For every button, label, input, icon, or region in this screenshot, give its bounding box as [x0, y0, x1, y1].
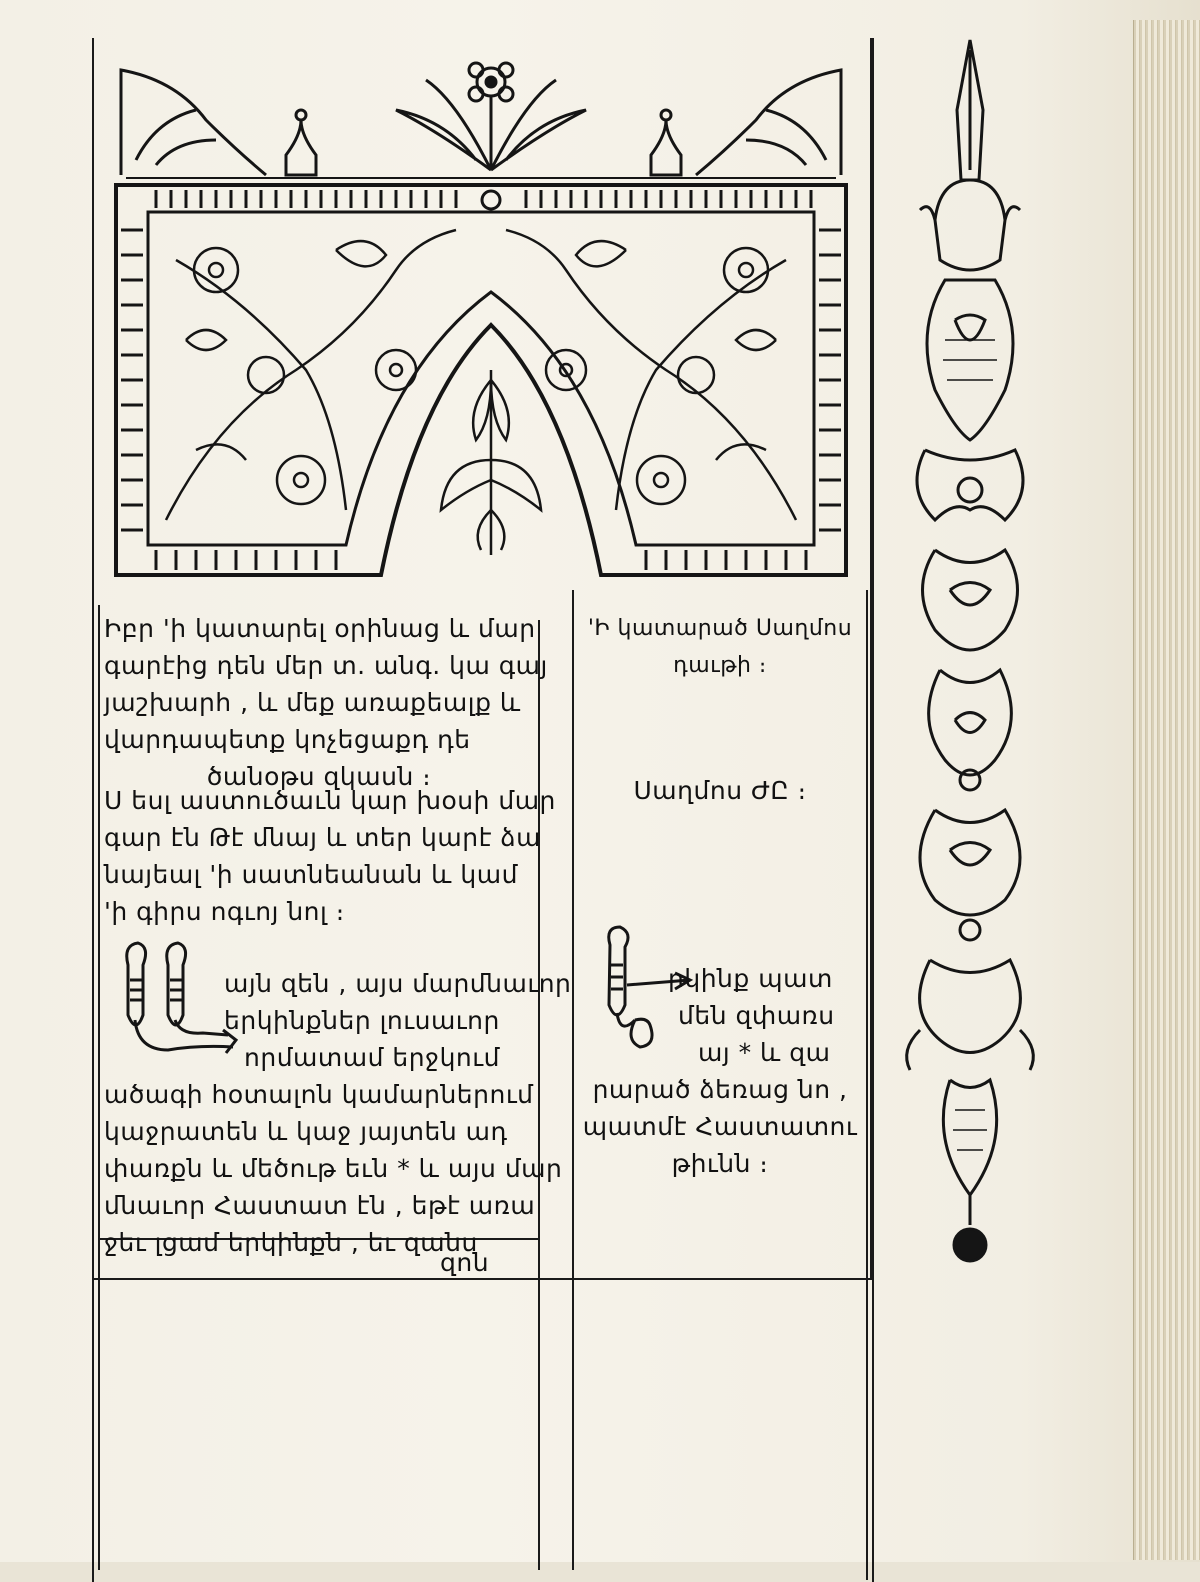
right-column-paragraph	[578, 960, 862, 1182]
arch-palmette	[441, 370, 541, 555]
left-column-rule-left	[98, 605, 100, 1570]
text-line: գարէից դեն մեր տ. անգ. կա գայ	[104, 651, 548, 680]
catchword-text: զոն	[440, 1248, 490, 1277]
text-line: նայեալ 'ի սատնեանան և կամ	[104, 860, 518, 889]
right-column-rule-left	[572, 590, 574, 1570]
heading-line: 'Ի կատարած Սաղմոս	[587, 616, 853, 641]
heading-line: դաւթի ։	[673, 653, 767, 678]
catchword	[440, 1244, 520, 1281]
text-line: մնաւոր Հաստատ էն , եթէ առա	[104, 1191, 536, 1220]
text-line: այ * և զա	[698, 1038, 831, 1067]
text-line: մեն զփառս	[678, 1001, 835, 1030]
text-line: յաշխարհ , և մեք առաքեալք և	[104, 688, 521, 717]
text-line: րկինք պատ	[668, 964, 833, 993]
text-line: պատմէ Հաստատու	[582, 1112, 858, 1141]
text-line: թիւնն ։	[671, 1149, 769, 1178]
headpiece-hatching	[121, 190, 841, 570]
headpiece-border	[116, 178, 846, 575]
text-line: փառքն և մեծութ եւն * և այս մար	[104, 1154, 563, 1183]
frame-right-edge	[870, 38, 872, 1280]
left-column-paragraph-1	[104, 610, 548, 795]
crest-corners	[121, 70, 841, 175]
text-line: ածագի հօտալոն կամարներում	[104, 1080, 534, 1109]
ornamental-headpiece	[96, 40, 866, 585]
text-line: րարած ձեռաց նո ,	[592, 1075, 848, 1104]
left-column-paragraph-3	[104, 965, 572, 1261]
text-line: երկինքներ լուսաւոր	[224, 1006, 500, 1035]
floral-vines	[166, 230, 796, 520]
text-line: այն զեն , այս մարմնաւոր	[224, 969, 572, 998]
vertical-vine-ornament	[895, 30, 1045, 1270]
frame-left-edge	[92, 38, 94, 1280]
text-line: Ս եսլ աստուծաւն կար խօսի մար	[104, 786, 556, 815]
text-line: Իբր 'ի կատարել օրինաց և մար	[104, 614, 536, 643]
text-line: կաջրատեն և կաջ յայտեն ադ	[104, 1117, 508, 1146]
text-line: որմատամ երջկում	[244, 1043, 500, 1072]
crest-flower	[396, 63, 586, 170]
psalm-number	[578, 772, 862, 809]
psalm-number-text: Սաղմոս ԺԸ ։	[633, 776, 807, 805]
text-line: ծանօթս զկասն ։	[206, 762, 432, 791]
right-column-rule-right	[866, 590, 868, 1580]
right-column-heading	[578, 610, 862, 684]
left-column-paragraph-2	[104, 782, 556, 930]
left-column-rule-right	[538, 620, 540, 1570]
text-line: ջեւ լցամ երկինքն , եւ զանս	[104, 1228, 478, 1257]
text-line: 'ի գիրս ոգւոյ նոլ ։	[104, 897, 345, 926]
text-line: վարդապետք կոչեցաքդ դե	[104, 725, 471, 754]
text-line: գար էն Թէ մնայ և տեր կարէ ձա	[104, 823, 541, 852]
page-fore-edge	[1133, 20, 1200, 1560]
